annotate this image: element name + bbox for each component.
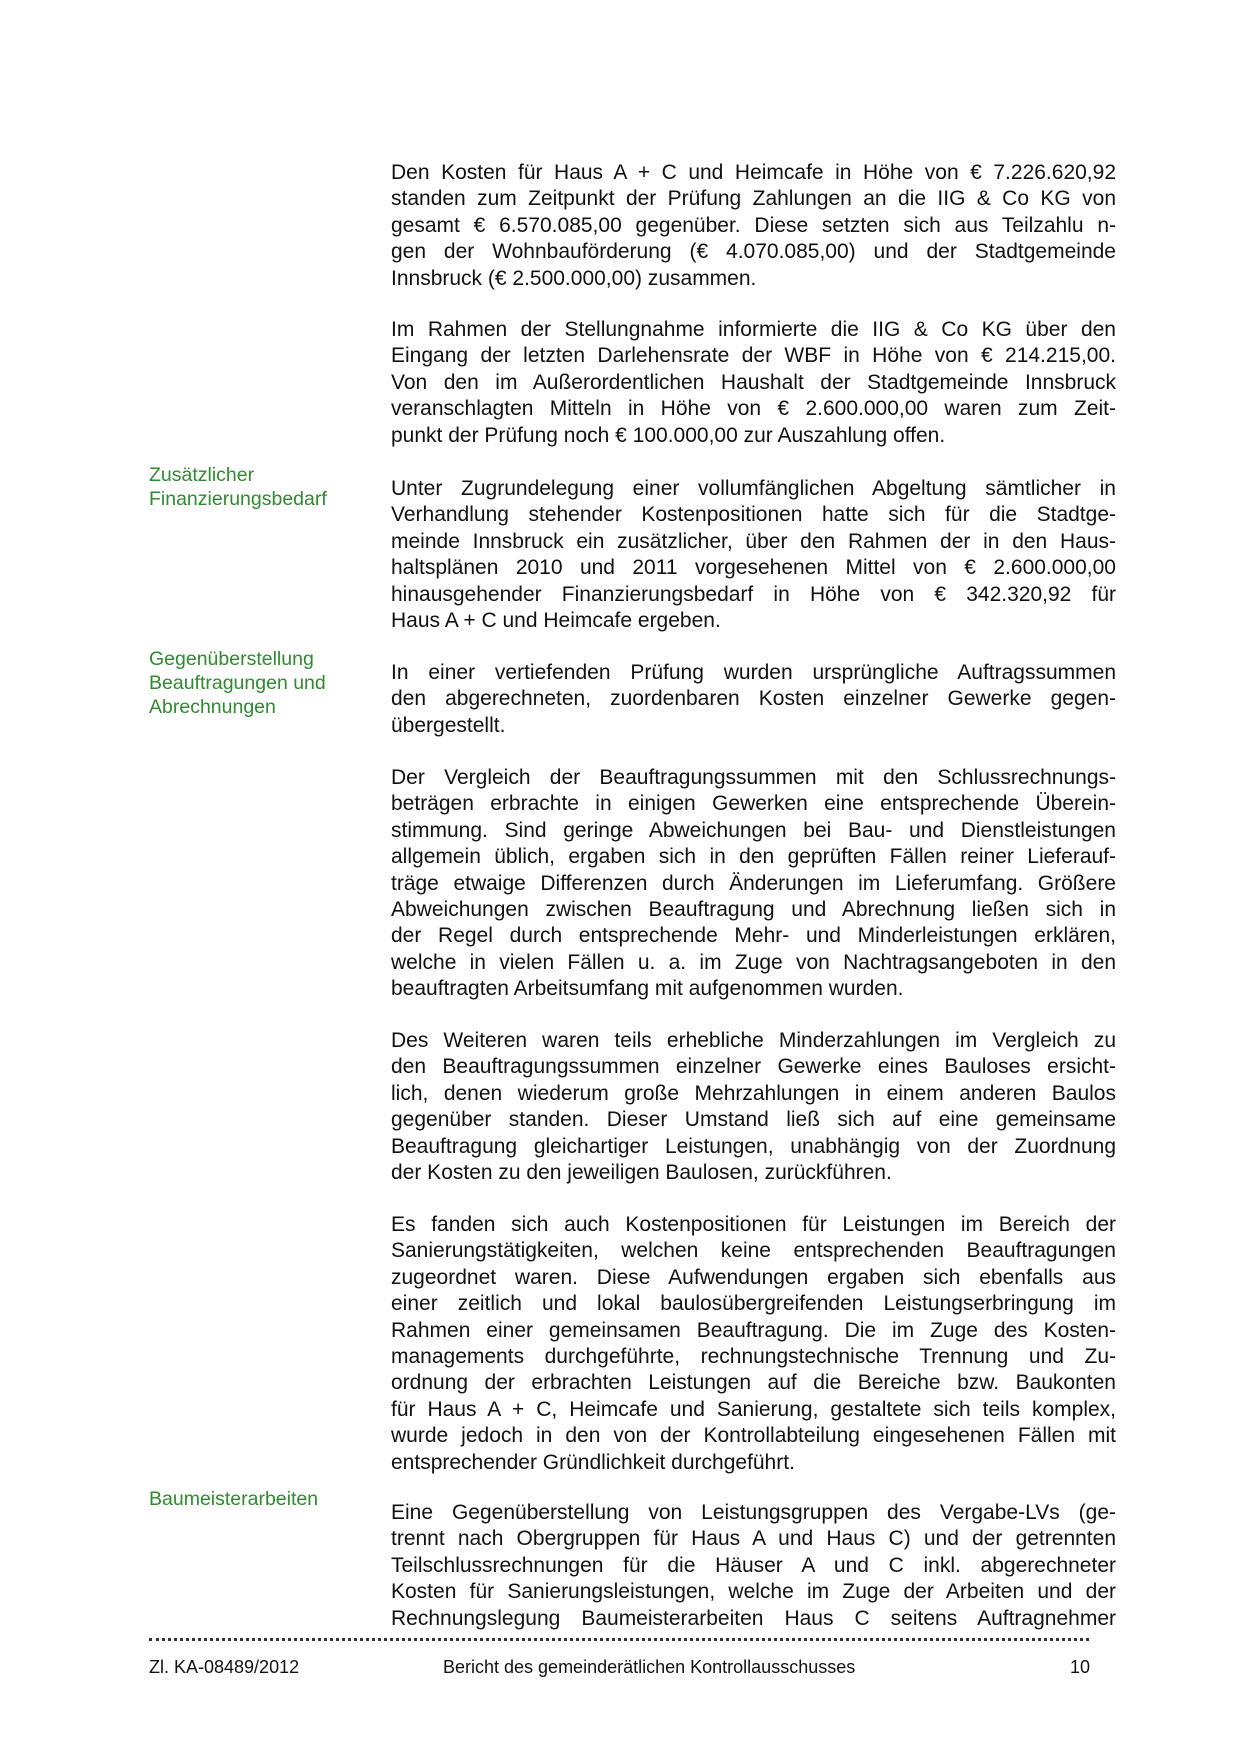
paragraph-line: Von den im Außerordentlichen Haushalt der Stadtgemeinde Innsbruck: [391, 370, 1116, 394]
body-paragraph: [391, 660, 1116, 739]
margin-heading-line: Zusätzlicher: [149, 464, 255, 486]
paragraph-line: Kosten für Sanierungsleistungen, welche im Zuge der Arbeiten und der: [391, 1580, 1116, 1604]
paragraph-line: gegenüber standen. Dieser Umstand ließ sich auf eine gemeinsame: [391, 1108, 1116, 1132]
footer-divider: [149, 1638, 1089, 1641]
paragraph-line: den abgerechneten, zuordenbaren Kosten einzelner Gewerke gegen-: [391, 687, 1116, 711]
margin-heading-line: Finanzierungsbedarf: [149, 488, 327, 510]
body-paragraph: [391, 1028, 1116, 1186]
paragraph-line: den Beauftragungssummen einzelner Gewerke eines Bauloses ersicht-: [391, 1055, 1116, 1079]
paragraph-line: trennt nach Obergruppen für Haus A und Haus C) und der getrennten: [391, 1527, 1116, 1551]
margin-heading-line: Gegenüberstellung: [149, 648, 314, 670]
paragraph-line: allgemein üblich, ergaben sich in den geprüften Fällen reiner Lieferauf-: [391, 845, 1116, 869]
paragraph-line: einer zeitlich und lokal baulosübergreifenden Leistungserbringung im: [391, 1292, 1116, 1316]
paragraph-line: beauftragten Arbeitsumfang mit aufgenommen wurden.: [391, 977, 904, 1001]
paragraph-line: Rechnungslegung Baumeisterarbeiten Haus C seitens Auftragnehmer: [391, 1606, 1116, 1630]
paragraph-line: haltsplänen 2010 und 2011 vorgesehenen Mittel von € 2.600.000,00: [391, 556, 1116, 580]
paragraph-line: träge etwaige Differenzen durch Änderungen im Lieferumfang. Größere: [391, 871, 1116, 895]
paragraph-line: Eingang der letzten Darlehensrate der WBF in Höhe von € 214.215,00.: [391, 344, 1116, 368]
paragraph-line: Verhandlung stehender Kostenpositionen hatte sich für die Stadtge-: [391, 503, 1116, 527]
paragraph-line: Es fanden sich auch Kostenpositionen für Leistungen im Bereich der: [391, 1213, 1116, 1236]
paragraph-line: Abweichungen zwischen Beauftragung und Abrechnung ließen sich in: [391, 898, 1116, 922]
paragraph-line: In einer vertiefenden Prüfung wurden ursprüngliche Auftragssummen: [391, 661, 1116, 684]
margin-heading-line: Beauftragungen und: [149, 672, 326, 694]
paragraph-line: Der Vergleich der Beauftragungssummen mit den Schlussrechnungs-: [391, 766, 1116, 789]
paragraph-line: Den Kosten für Haus A + C und Heimcafe in Höhe von € 7.226.620,92: [391, 161, 1116, 184]
paragraph-line: gen der Wohnbauförderung (€ 4.070.085,00) und der Stadtgemeinde: [391, 240, 1116, 264]
margin-heading: [149, 463, 369, 511]
paragraph-line: Des Weiteren waren teils erhebliche Minderzahlungen im Vergleich zu: [391, 1029, 1116, 1052]
paragraph-line: entsprechender Gründlichkeit durchgeführt.: [391, 1450, 795, 1474]
paragraph-line: zugeordnet waren. Diese Aufwendungen ergaben sich ebenfalls aus: [391, 1265, 1116, 1289]
body-paragraph: [391, 476, 1116, 634]
paragraph-line: veranschlagten Mitteln in Höhe von € 2.600.000,00 waren zum Zeit-: [391, 397, 1116, 421]
body-paragraph: [391, 1212, 1116, 1476]
margin-heading-line: Abrechnungen: [149, 696, 276, 718]
paragraph-line: Unter Zugrundelegung einer vollumfänglichen Abgeltung sämtlicher in: [391, 477, 1116, 500]
paragraph-line: Beauftragung gleichartiger Leistungen, unabhängig von der Zuordnung: [391, 1134, 1116, 1158]
footer-reference: Zl. KA-08489/2012: [149, 1657, 300, 1677]
paragraph-line: Eine Gegenüberstellung von Leistungsgruppen des Vergabe-LVs (ge-: [391, 1501, 1116, 1524]
margin-heading: [149, 647, 369, 719]
paragraph-line: Haus A + C und Heimcafe ergeben.: [391, 609, 721, 633]
paragraph-line: lich, denen wiederum große Mehrzahlungen in einem anderen Baulos: [391, 1081, 1116, 1105]
paragraph-line: gesamt € 6.570.085,00 gegenüber. Diese setzten sich aus Teilzahlu n-: [391, 213, 1116, 237]
body-paragraph: [391, 1500, 1116, 1632]
paragraph-line: hinausgehender Finanzierungsbedarf in Höhe von € 342.320,92 für: [391, 582, 1116, 606]
paragraph-line: beträgen erbrachte in einigen Gewerken eine entsprechende Überein-: [391, 792, 1116, 816]
body-paragraph: [391, 160, 1116, 292]
page-number: 10: [1070, 1657, 1091, 1677]
paragraph-line: managements durchgeführte, rechnungstechnische Trennung und Zu-: [391, 1345, 1116, 1369]
footer-title: Bericht des gemeinderätlichen Kontrollausschusses: [443, 1657, 856, 1677]
paragraph-line: punkt der Prüfung noch € 100.000,00 zur Auszahlung offen.: [391, 423, 946, 447]
paragraph-line: Sanierungstätigkeiten, welchen keine entsprechenden Beauftragungen: [391, 1239, 1116, 1263]
body-paragraph: [391, 765, 1116, 1003]
paragraph-line: Innsbruck (€ 2.500.000,00) zusammen.: [391, 266, 757, 290]
paragraph-line: für Haus A + C, Heimcafe und Sanierung, gestaltete sich teils komplex,: [391, 1397, 1116, 1421]
paragraph-line: der Regel durch entsprechende Mehr- und Minderleistungen erklären,: [391, 924, 1116, 948]
paragraph-line: Im Rahmen der Stellungnahme informierte die IIG & Co KG über den: [391, 318, 1116, 341]
paragraph-line: Teilschlussrechnungen für die Häuser A und C inkl. abgerechneter: [391, 1553, 1116, 1577]
paragraph-line: ordnung der erbrachten Leistungen auf die Bereiche bzw. Baukonten: [391, 1371, 1116, 1395]
paragraph-line: wurde jedoch in den von der Kontrollabteilung eingesehenen Fällen mit: [391, 1424, 1116, 1448]
margin-heading-line: Baumeisterarbeiten: [149, 1488, 319, 1510]
paragraph-line: meinde Innsbruck ein zusätzlicher, über den Rahmen der in den Haus-: [391, 529, 1116, 553]
paragraph-line: welche in vielen Fällen u. a. im Zuge von Nachtragsangeboten in den: [391, 950, 1116, 974]
paragraph-line: stimmung. Sind geringe Abweichungen bei Bau- und Dienstleistungen: [391, 818, 1116, 842]
paragraph-line: Rahmen einer gemeinsamen Beauftragung. Die im Zuge des Kosten-: [391, 1318, 1116, 1342]
paragraph-line: der Kosten zu den jeweiligen Baulosen, zurückführen.: [391, 1161, 892, 1185]
margin-heading: [149, 1487, 369, 1511]
paragraph-line: standen zum Zeitpunkt der Prüfung Zahlungen an die IIG & Co KG von: [391, 187, 1116, 211]
paragraph-line: übergestellt.: [391, 713, 506, 737]
body-paragraph: [391, 317, 1116, 449]
